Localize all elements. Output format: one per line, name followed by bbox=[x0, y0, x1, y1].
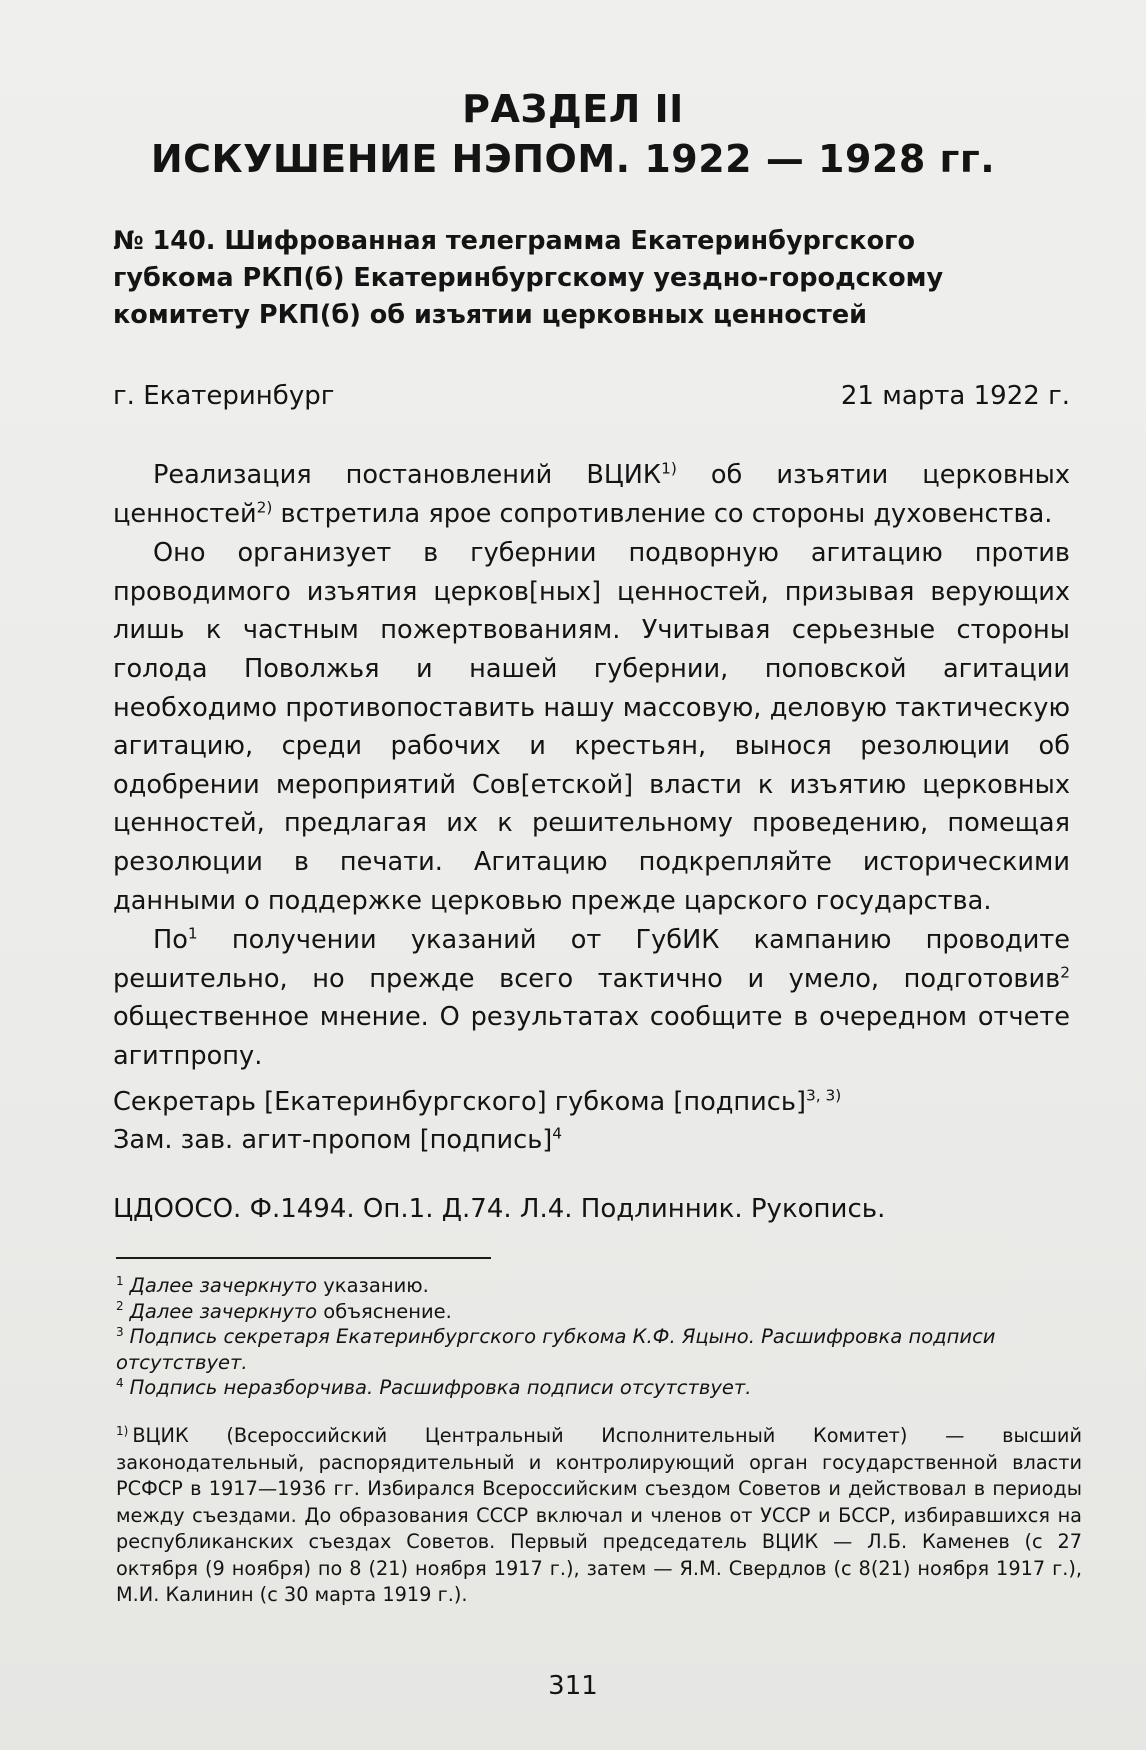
signatures bbox=[113, 1083, 1070, 1159]
footnote-italic: Подпись секретаря Екатеринбургского губкома К.Ф. Яцыно. Расшифровка подписи отсутствует. bbox=[116, 1325, 996, 1374]
endnote-number: 1) bbox=[116, 1423, 129, 1438]
footnote-item bbox=[116, 1375, 1071, 1401]
signature-secretary-text: Секретарь [Екатеринбургского] губкома [подпись] bbox=[113, 1087, 806, 1117]
document-heading: № 140. Шифрованная телеграмма Екатеринбургского губкома РКП(б) Екатеринбургскому уездно-городскому комитету РКП(б) об изъятии церковных ценностей bbox=[113, 226, 944, 330]
footnote-plain: объяснение. bbox=[317, 1299, 452, 1323]
document-date: 21 марта 1922 г. bbox=[840, 381, 1070, 411]
footnote-plain: указанию. bbox=[317, 1274, 429, 1297]
paragraph-1-part-a: Реализация постановлений ВЦИК bbox=[153, 460, 662, 490]
footnote-number: 3 bbox=[116, 1324, 124, 1339]
section-number: РАЗДЕЛ II bbox=[462, 87, 684, 131]
paragraph-1-part-b: об изъятии церковных ценностей bbox=[113, 460, 1070, 529]
footnote-ref: 1) bbox=[661, 459, 677, 478]
footnotes bbox=[116, 1273, 1071, 1401]
endnote-text: ВЦИК (Всероссийский Центральный Исполнительный Комитет) — высший законодательный, распорядительный и контролирующий орган государственной власти РСФСР в 1917—1936 гг. Избирался Всероссийским съездом Советов и действовал в периоды между съездами. До образования СССР включал и членов от УССР и БССР, избиравшихся на республиканских съездах Советов. Первый председатель ВЦИК — Л.Б. Каменев (с 27 октября (9 ноября) по 8 (21) ноября 1917 г.), затем — Я.М. Свердлов (с 8(21) ноября 1917 г.), М.И. Калинин (с 30 марта 1919 г.). bbox=[116, 1424, 1082, 1606]
footnote-ref: 1 bbox=[187, 924, 198, 943]
footnote-item bbox=[116, 1299, 1071, 1325]
paragraph-3-part-a: По bbox=[153, 925, 188, 956]
page-number: 311 bbox=[548, 1671, 598, 1701]
footnote-number: 2 bbox=[116, 1299, 124, 1313]
signature-deputy bbox=[113, 1121, 1070, 1159]
footnote-item bbox=[116, 1324, 1071, 1375]
section-title bbox=[0, 84, 1146, 184]
footnote-ref: 3, 3) bbox=[805, 1086, 842, 1105]
signature-deputy-text: Зам. зав. агит-пропом [подпись] bbox=[113, 1125, 553, 1155]
paragraph-3-part-c: общественное мнение. О результатах сообщите в очередном отчете агитпропу. bbox=[113, 1002, 1070, 1071]
telegram-body bbox=[113, 456, 1070, 1076]
footnote-number: 4 bbox=[116, 1375, 124, 1390]
endnote-vtsik bbox=[116, 1423, 1082, 1609]
footnote-italic: Далее зачеркнуто bbox=[129, 1299, 318, 1323]
footnote-italic: Подпись неразборчива. Расшифровка подписи отсутствует. bbox=[129, 1376, 752, 1399]
section-name: ИСКУШЕНИЕ НЭПОМ. 1922 — 1928 гг. bbox=[150, 137, 996, 181]
footnote-item bbox=[116, 1273, 1071, 1299]
footnote-divider bbox=[116, 1257, 491, 1259]
body-paragraph-1 bbox=[113, 456, 1070, 533]
footnote-ref: 4 bbox=[552, 1124, 563, 1143]
footnote-ref: 2 bbox=[1060, 963, 1070, 982]
paragraph-1-part-c: встретила ярое сопротивление со стороны духовенства. bbox=[272, 498, 1053, 529]
paragraph-3-part-b: получении указаний от ГубИК кампанию проводите решительно, но прежде всего тактично и умело, подготовив bbox=[113, 925, 1070, 994]
document-place: г. Екатеринбург bbox=[113, 381, 335, 411]
footnote-ref: 2) bbox=[256, 498, 273, 517]
archive-reference: ЦДООСО. Ф.1494. Оп.1. Д.74. Л.4. Подлинник. Рукопись. bbox=[113, 1194, 886, 1224]
signature-secretary bbox=[113, 1083, 1070, 1121]
body-paragraph-3 bbox=[113, 921, 1070, 1075]
body-paragraph-2: Оно организует в губернии подворную агитацию против проводимого изъятия церков[ных] ценностей, призывая верующих лишь к частным пожертвованиям. Учитывая серьезные стороны голода Поволжья и нашей губернии, поповской агитации необходимо противопоставить нашу массовую, деловую тактическую агитацию, среди рабочих и крестьян, вынося резолюции об одобрении мероприятий Сов[етской] власти к изъятию церковных ценностей, предлагая их к решительному проведению, помещая резолюции в печати. Агитацию подкрепляйте историческими данными о поддержке церковью прежде царского государства. bbox=[113, 538, 1070, 916]
footnote-italic: Далее зачеркнуто bbox=[129, 1274, 318, 1297]
footnote-number: 1 bbox=[116, 1273, 124, 1288]
